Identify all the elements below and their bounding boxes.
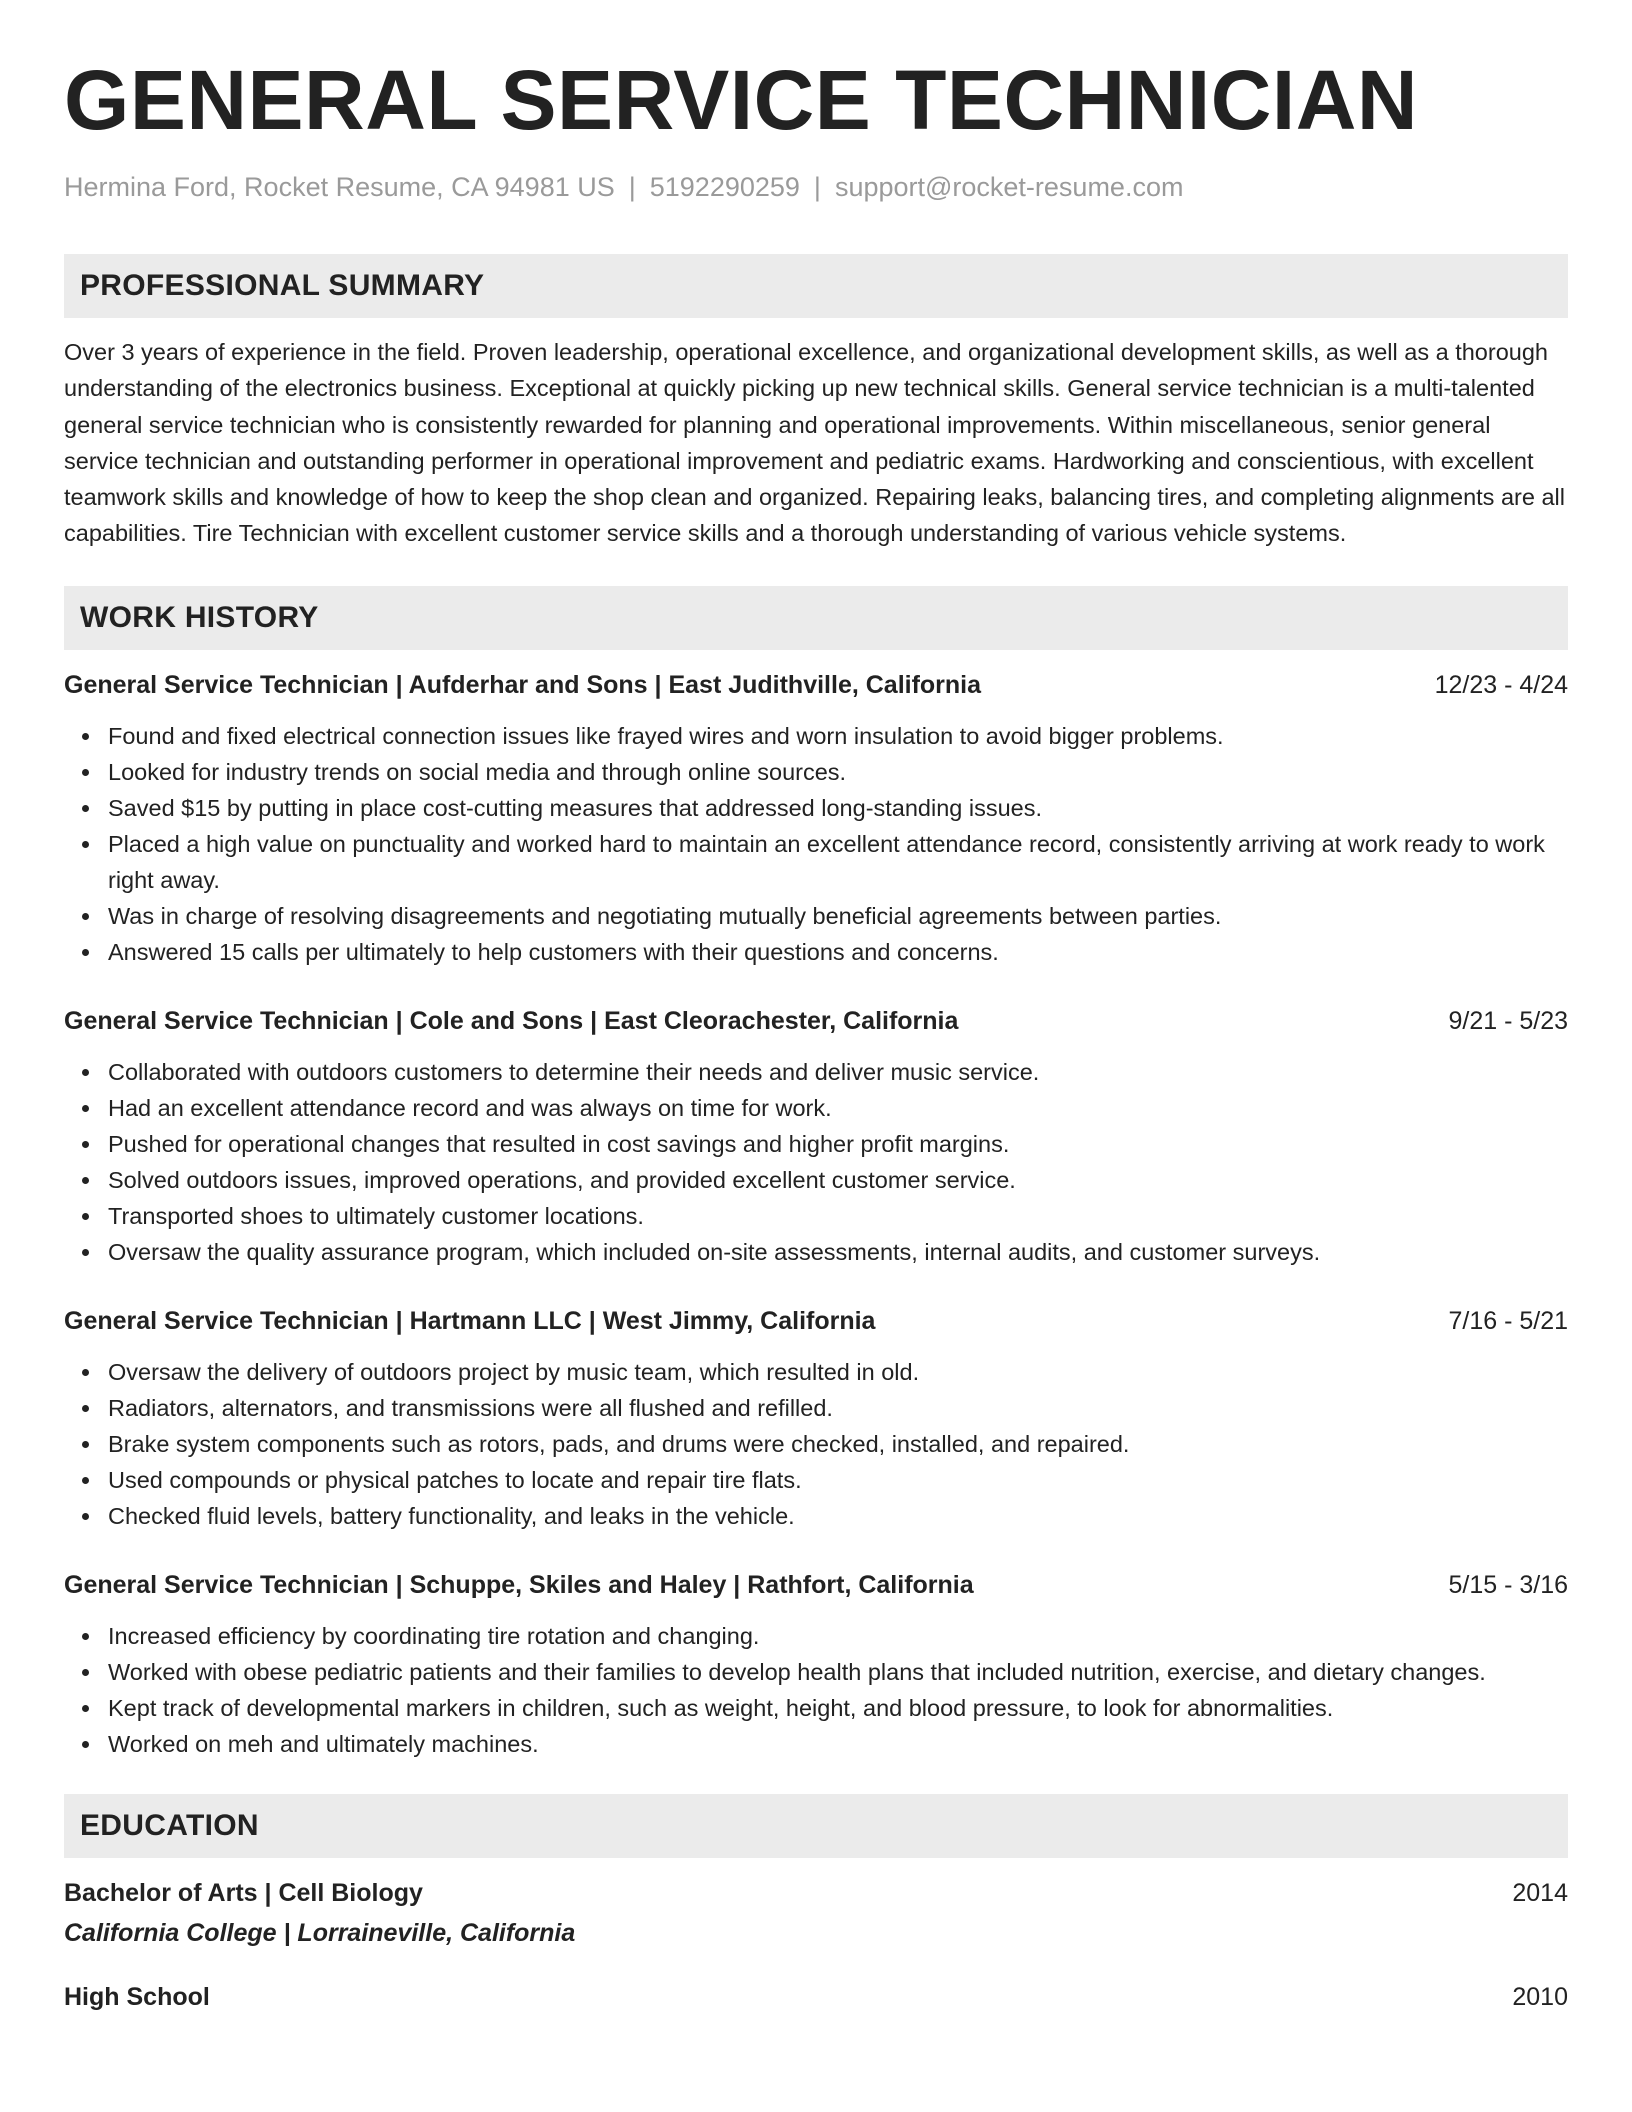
job-bullets (64, 1354, 1568, 1534)
job-header (64, 1304, 1568, 1338)
bullet-item: Brake system components such as rotors, pads, and drums were checked, installed, and repaired. (64, 1426, 1568, 1462)
education-year: 2010 (1512, 1982, 1568, 2011)
job-dates: 12/23 - 4/24 (1434, 670, 1568, 699)
job-entry (64, 668, 1568, 970)
section-header-work-history: WORK HISTORY (64, 586, 1568, 650)
job-entry (64, 1004, 1568, 1270)
job-bullets (64, 1618, 1568, 1762)
education-entry (64, 1876, 1568, 1950)
bullet-item: Answered 15 calls per ultimately to help customers with their questions and concerns. (64, 934, 1568, 970)
job-dates: 9/21 - 5/23 (1448, 1006, 1568, 1035)
bullet-item: Solved outdoors issues, improved operations, and provided excellent customer service. (64, 1162, 1568, 1198)
job-header (64, 1568, 1568, 1602)
job-title: General Service Technician | Cole and Sons | East Cleorachester, California (64, 1006, 959, 1035)
education-entry (64, 1980, 1568, 2014)
bullet-item: Was in charge of resolving disagreements and negotiating mutually beneficial agreements between parties. (64, 898, 1568, 934)
education-degree: High School (64, 1982, 210, 2011)
contact-email: support@rocket-resume.com (834, 172, 1184, 202)
job-header (64, 1004, 1568, 1038)
summary-text: Over 3 years of experience in the field. Proven leadership, operational excellence, and organizational development skills, as well as a thorough understanding of the electronics business. Exceptional at quickly picking up new technical skills. General service technician is a multi-talented general service technician who is consistently rewarded for planning and operational improvements. Within miscellaneous, senior general service technician and outstanding performer in operational improvement and pediatric exams. Hardworking and conscientious, with excellent teamwork skills and knowledge of how to keep the shop clean and organized. Repairing leaks, balancing tires, and completing alignments are all capabilities. Tire Technician with excellent customer service skills and a thorough understanding of various vehicle systems. (64, 339, 1565, 547)
education-school: California College | Lorraineville, California (64, 1918, 576, 1947)
bullet-item: Kept track of developmental markers in children, such as weight, height, and blood pressure, to look for abnormalities. (64, 1690, 1568, 1726)
job-entry (64, 1304, 1568, 1534)
bullet-item: Placed a high value on punctuality and worked hard to maintain an excellent attendance record, consistently arriving at work ready to work right away. (64, 826, 1568, 898)
contact-separator: | (628, 172, 636, 202)
bullet-item: Saved $15 by putting in place cost-cutting measures that addressed long-standing issues. (64, 790, 1568, 826)
bullet-item: Had an excellent attendance record and was always on time for work. (64, 1090, 1568, 1126)
job-header (64, 668, 1568, 702)
page-title: GENERAL SERVICE TECHNICIAN (64, 53, 1419, 147)
contact-line (64, 170, 1568, 204)
job-title: General Service Technician | Aufderhar and Sons | East Judithville, California (64, 670, 982, 699)
contact-address: Hermina Ford, Rocket Resume, CA 94981 US (64, 172, 615, 202)
job-bullets (64, 718, 1568, 970)
bullet-item: Worked with obese pediatric patients and their families to develop health plans that included nutrition, exercise, and dietary changes. (64, 1654, 1568, 1690)
job-title: General Service Technician | Hartmann LLC | West Jimmy, California (64, 1306, 876, 1335)
section-header-summary: PROFESSIONAL SUMMARY (64, 254, 1568, 318)
bullet-item: Collaborated with outdoors customers to determine their needs and deliver music service. (64, 1054, 1568, 1090)
bullet-item: Found and fixed electrical connection issues like frayed wires and worn insulation to avoid bigger problems. (64, 718, 1568, 754)
job-dates: 5/15 - 3/16 (1448, 1570, 1568, 1599)
job-title: General Service Technician | Schuppe, Skiles and Haley | Rathfort, California (64, 1570, 974, 1599)
bullet-item: Oversaw the delivery of outdoors project by music team, which resulted in old. (64, 1354, 1568, 1390)
bullet-item: Pushed for operational changes that resulted in cost savings and higher profit margins. (64, 1126, 1568, 1162)
job-dates: 7/16 - 5/21 (1448, 1306, 1568, 1335)
contact-phone: 5192290259 (649, 172, 800, 202)
bullet-item: Worked on meh and ultimately machines. (64, 1726, 1568, 1762)
bullet-item: Oversaw the quality assurance program, which included on-site assessments, internal audits, and customer surveys. (64, 1234, 1568, 1270)
job-bullets (64, 1054, 1568, 1270)
bullet-item: Transported shoes to ultimately customer locations. (64, 1198, 1568, 1234)
bullet-item: Used compounds or physical patches to locate and repair tire flats. (64, 1462, 1568, 1498)
bullet-item: Increased efficiency by coordinating tire rotation and changing. (64, 1618, 1568, 1654)
education-header (64, 1980, 1568, 2014)
education-header (64, 1876, 1568, 1910)
bullet-item: Looked for industry trends on social media and through online sources. (64, 754, 1568, 790)
job-entry (64, 1568, 1568, 1762)
education-degree: Bachelor of Arts | Cell Biology (64, 1878, 423, 1907)
section-header-education: EDUCATION (64, 1794, 1568, 1858)
contact-separator: | (813, 172, 821, 202)
education-year: 2014 (1512, 1878, 1568, 1907)
bullet-item: Radiators, alternators, and transmissions were all flushed and refilled. (64, 1390, 1568, 1426)
bullet-item: Checked fluid levels, battery functionality, and leaks in the vehicle. (64, 1498, 1568, 1534)
